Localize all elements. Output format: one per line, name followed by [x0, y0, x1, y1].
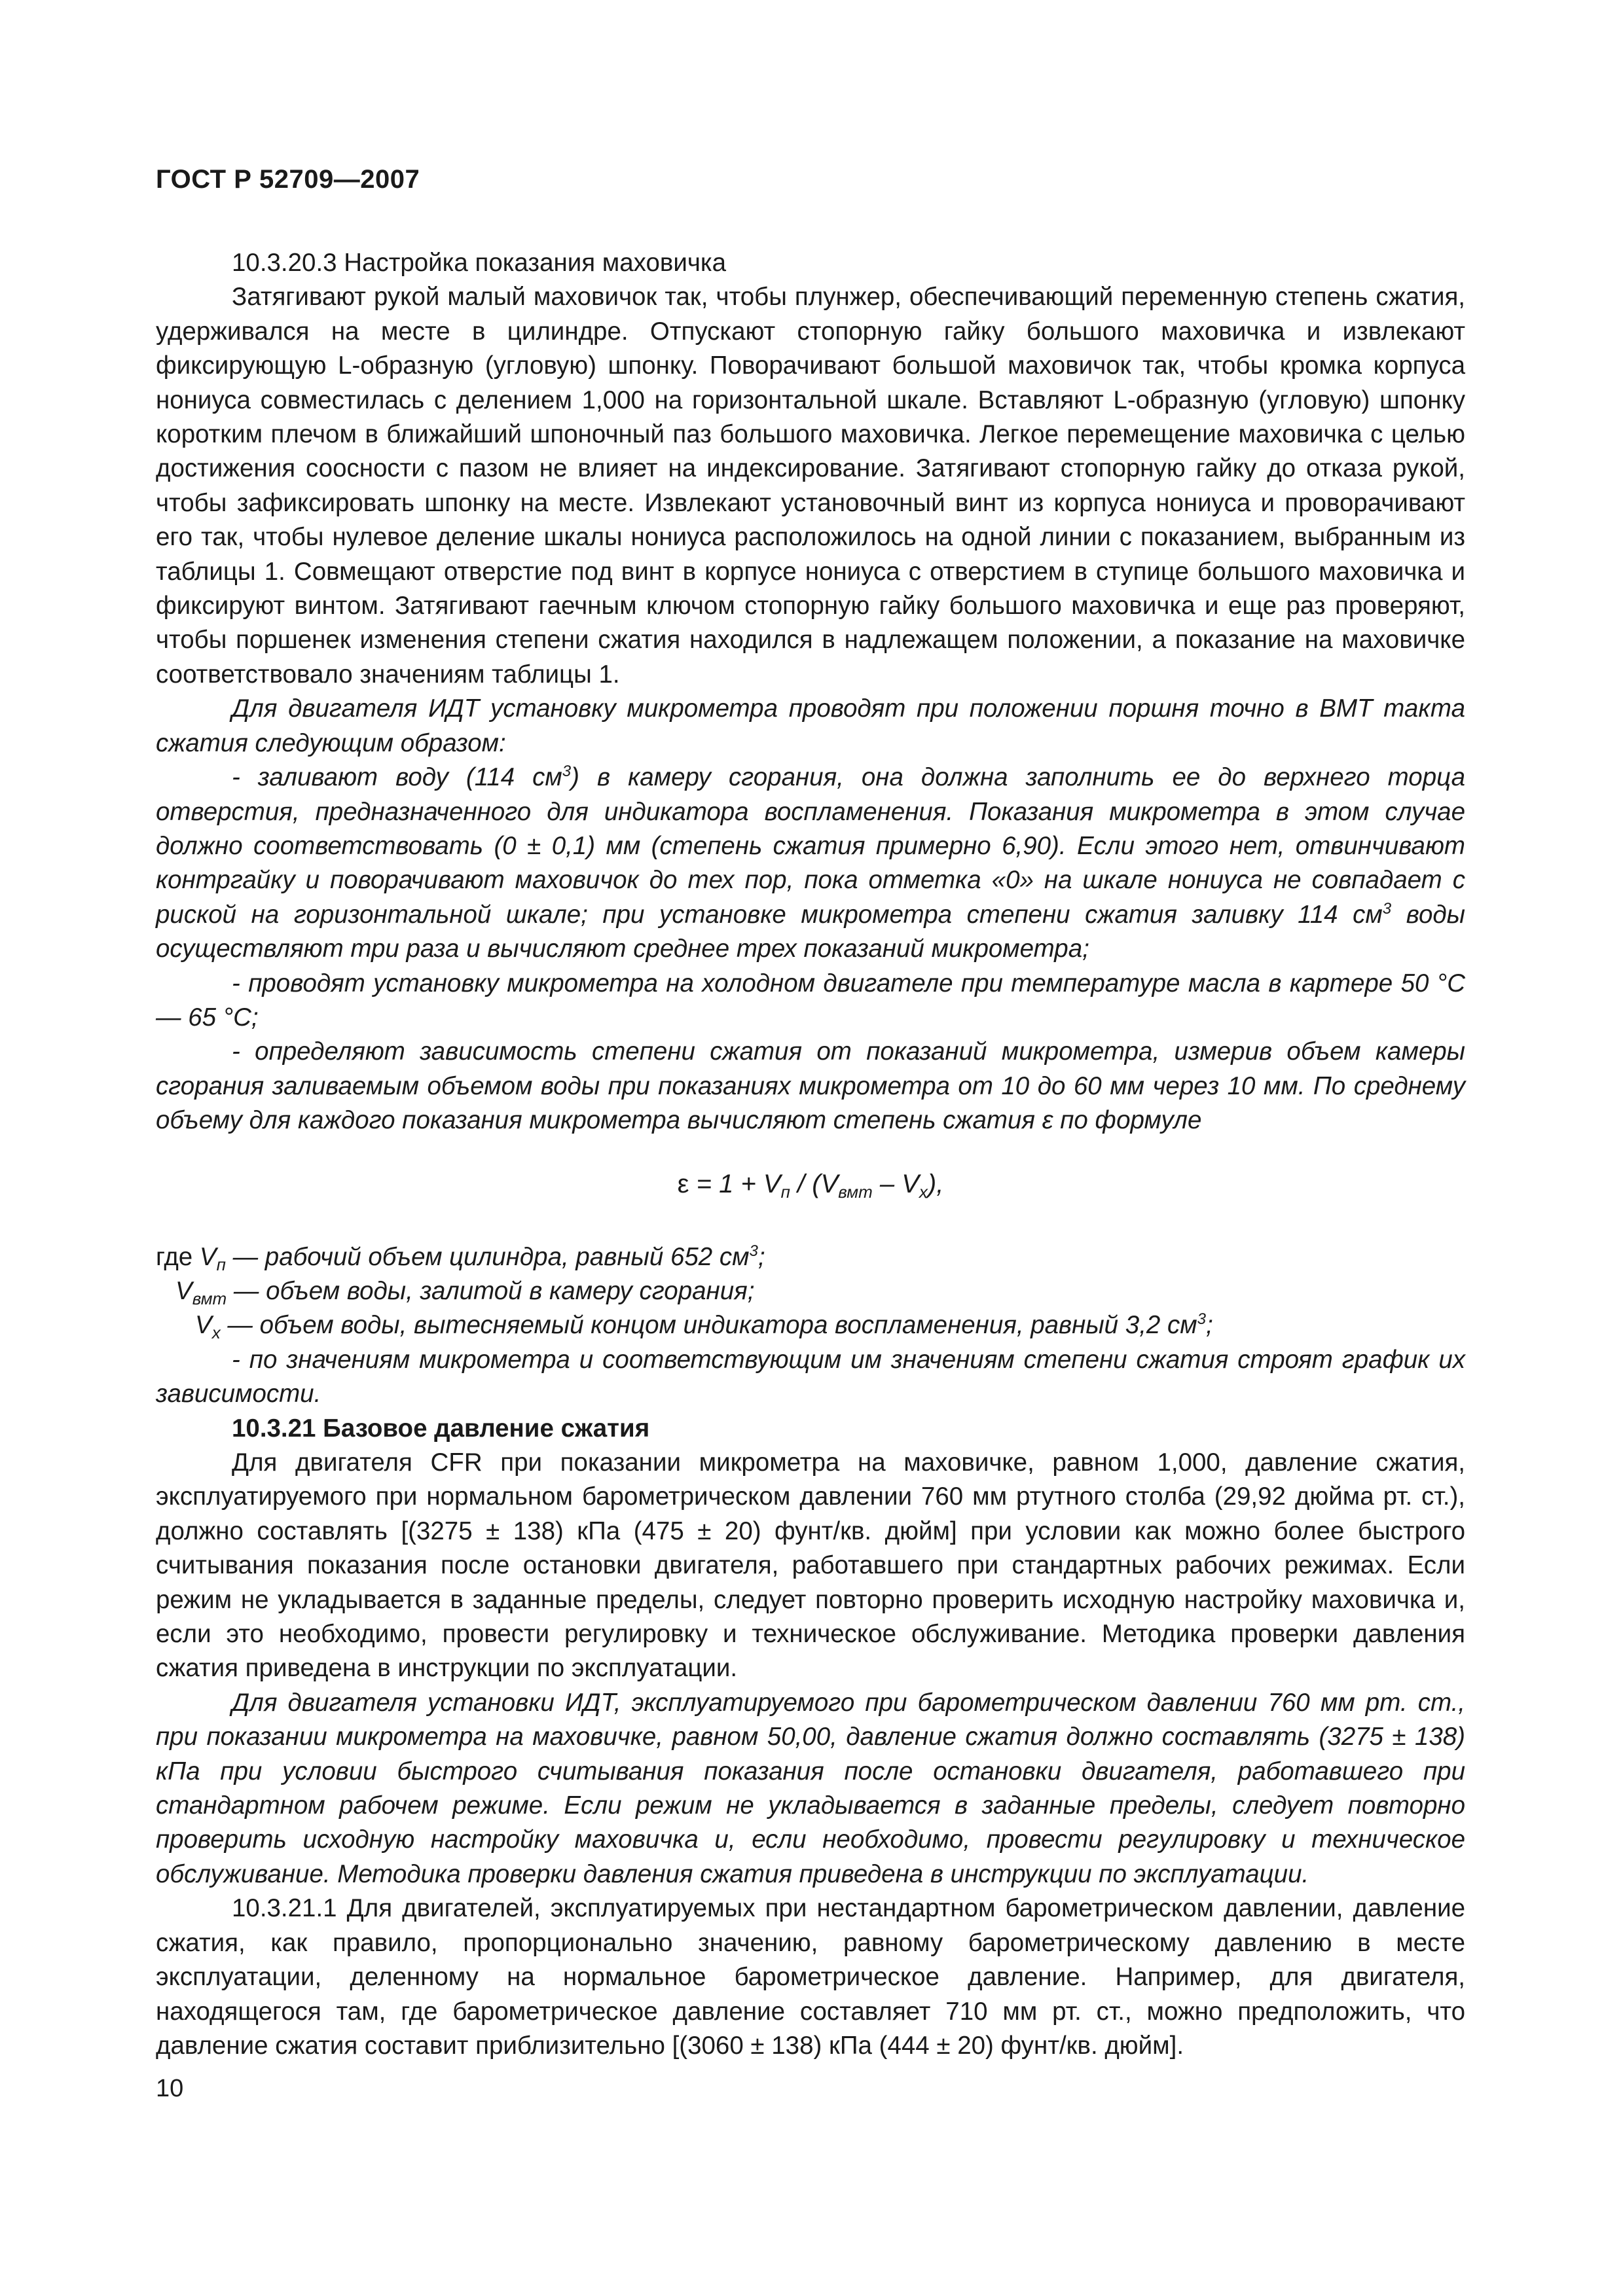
- where-text: — объем воды, вытесняемый концом индикатора воспламенения, равный 3,2 см: [220, 1311, 1197, 1340]
- formula-subscript: x: [919, 1181, 928, 1202]
- superscript: 3: [1197, 1310, 1206, 1329]
- where-line: [156, 1274, 1465, 1308]
- section-heading-10-3-20-3: 10.3.20.3 Настройка показания маховичка: [232, 249, 727, 277]
- superscript: 3: [749, 1242, 758, 1260]
- bullet-item: [156, 761, 1465, 966]
- where-end: ;: [1206, 1311, 1213, 1340]
- document-header: ГОСТ Р 52709—2007: [156, 165, 420, 194]
- bullet-text: воды осуществляют три раза и вычисляют среднее трех показаний микрометра;: [156, 900, 1465, 963]
- where-line: [156, 1308, 1465, 1342]
- bullet-item: - проводят установку микрометра на холодном двигателе при температуре масла в картере 50 °С — 65 °С;: [156, 969, 1465, 1031]
- paragraph-idt-intro: Для двигателя ИДТ установку микрометра проводят при положении поршня точно в ВМТ такта сжатия следующим образом:: [156, 694, 1465, 757]
- formula-part: ),: [927, 1169, 944, 1198]
- variable: V: [199, 1242, 217, 1271]
- paragraph: Затягивают рукой малый маховичок так, чтобы плунжер, обеспечивающий переменную степень сжатия, удерживался на месте в цилиндре. Отпускают стопорную гайку большого маховичка и извлекают фиксирующую L-образную (угловую) шпонку. Поворачивают большой маховичок так, чтобы кромка корпуса нониуса совместилась с делением 1,000 на горизонтальной шкале. Вставляют L-образную (угловую) шпонку коротким плечом в ближайший шпоночный паз большого маховичка. Легкое перемещение маховичка с целью достижения соосности с пазом не влияет на индексирование. Затягивают стопорную гайку до отказа рукой, чтобы зафиксировать шпонку на месте. Извлекают установочный винт из корпуса нониуса и проворачивают его так, чтобы нулевое деление шкалы нониуса расположилось на одной линии с показанием, выбранным из таблицы 1. Совмещают отверстие под винт в корпусе нониуса с отверстием в ступице большого маховичка и фиксируют винтом. Затягивают гаечным ключом стопорную гайку большого маховичка и еще раз проверяют, чтобы поршенек изменения степени сжатия находился в надлежащем положении, а показание на маховичке соответствовало значениям таблицы 1.: [156, 283, 1465, 689]
- section-heading-10-3-21: 10.3.21 Базовое давление сжатия: [232, 1414, 650, 1443]
- bullet-item: - определяют зависимость степени сжатия от показаний микрометра, измерив объем камеры сгорания заливаемым объемом воды при показаниях микрометра от 10 до 60 мм через 10 мм. По среднему объему для каждого показания микрометра вычисляют степень сжатия ε по формуле: [156, 1037, 1465, 1135]
- where-text: — объем воды, залитой в камеру сгорания;: [227, 1276, 755, 1305]
- bullet-text: - заливают воду (114 см: [232, 763, 562, 792]
- variable-subscript: x: [211, 1323, 221, 1343]
- formula-part: = 1 + V: [689, 1169, 781, 1198]
- variable-subscript: п: [216, 1254, 226, 1274]
- formula-part: / (V: [790, 1169, 839, 1198]
- document-page: [156, 164, 1465, 2063]
- formula-subscript: вмт: [838, 1181, 873, 1202]
- variable: V: [195, 1311, 212, 1340]
- variable: V: [175, 1276, 192, 1305]
- page-number: 10: [156, 2075, 184, 2102]
- paragraph-10-3-21-1: 10.3.21.1 Для двигателей, эксплуатируемых при нестандартном барометрическом давлении, давление сжатия, как правило, пропорционально значению, равному барометрическому давлению в месте эксплуатации, деленному на нормальное барометрическое давление. Например, для двигателя, находящегося там, где барометрическое давление составляет 710 мм рт. ст., можно предположить, что давление сжатия составит приблизительно [(3060 ± 138) кПа (444 ± 20) фунт/кв. дюйм].: [156, 1894, 1465, 2060]
- where-prefix: где: [156, 1242, 200, 1271]
- bullet-item: - по значениям микрометра и соответствующим им значениям степени сжатия строят график их зависимости.: [156, 1345, 1465, 1408]
- formula-part: – V: [872, 1169, 919, 1198]
- bullet-text: ) в камеру сгорания, она должна заполнить ее до верхнего торца отверстия, предназначенного для индикатора воспламенения. Показания микрометра в этом случае должно соответствовать (0 ± 0,1) мм (степень сжатия примерно 6,90). Если этого нет, отвинчивают контргайку и поворачивают маховичок до тех пор, пока отметка «0» на шкале нониуса не совпадает с риской на горизонтальной шкале; при установке микрометра степени сжатия заливку 114 см: [156, 763, 1465, 929]
- where-text: — рабочий объем цилиндра, равный 652 см: [225, 1242, 750, 1271]
- formula: [156, 1167, 1465, 1201]
- paragraph: Для двигателя CFR при показании микрометра на маховичке, равном 1,000, давление сжатия, эксплуатируемого при нормальном барометрическом давлении 760 мм ртутного столба (29,92 дюйма рт. ст.), должно составлять [(3275 ± 138) кПа (475 ± 20) фунт/кв. дюйм] при условии как можно более быстрого считывания показания после остановки двигателя, работавшего при стандартных рабочих режимах. Если режим не укладывается в заданные пределы, следует повторно проверить исходную настройку маховичка и, если это необходимо, провести регулировку и техническое обслуживание. Методика проверки давления сжатия приведена в инструкции по эксплуатации.: [156, 1448, 1465, 1683]
- formula-subscript: п: [780, 1181, 790, 1202]
- formula-symbol: ε: [677, 1169, 689, 1198]
- superscript: 3: [1382, 899, 1392, 918]
- paragraph-idt: Для двигателя установки ИДТ, эксплуатируемого при барометрическом давлении 760 мм рт. ст., при показании микрометра на маховичке, равном 50,00, давление сжатия должно составлять (3275 ± 138) кПа при условии быстрого считывания показания после остановки двигателя, работавшего при стандартном рабочем режиме. Если режим не укладывается в заданные пределы, следует повторно проверить исходную настройку маховичка и, если необходимо, провести регулировку и техническое обслуживание. Методика проверки давления сжатия приведена в инструкции по эксплуатации.: [156, 1688, 1465, 1888]
- where-line: [156, 1240, 1465, 1274]
- variable-subscript: вмт: [192, 1288, 227, 1308]
- where-end: ;: [757, 1242, 765, 1271]
- superscript: 3: [562, 762, 572, 781]
